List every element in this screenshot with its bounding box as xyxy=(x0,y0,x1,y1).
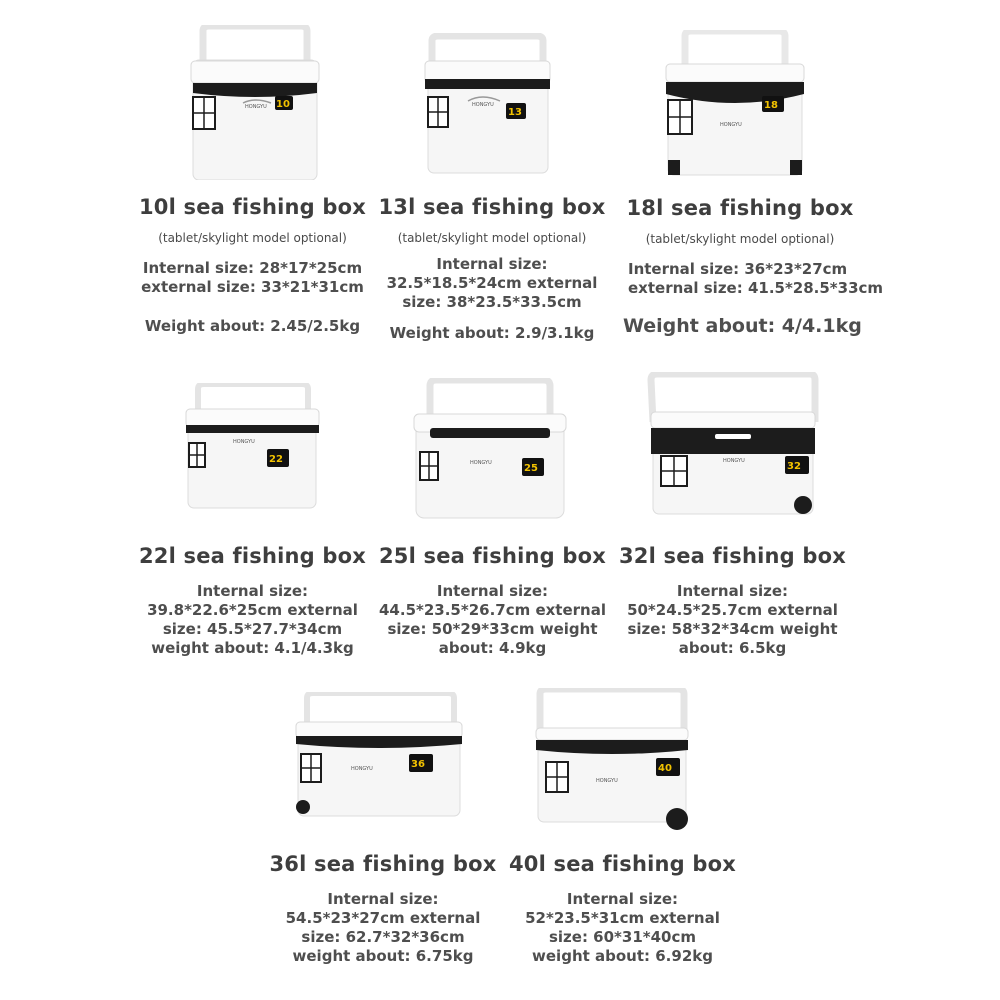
brand-logo: HONGYU xyxy=(472,102,494,108)
weight-spec: Weight about: 4/4.1kg xyxy=(623,315,862,337)
product-title: 32l sea fishing box xyxy=(618,544,847,568)
product-title: 22l sea fishing box xyxy=(138,544,367,568)
spec-line: 44.5*23.5*26.7cm external xyxy=(379,601,606,619)
spec-line: 54.5*23*27cm external xyxy=(285,909,481,927)
brand-logo: HONGYU xyxy=(351,766,373,772)
weight-spec: Weight about: 2.9/3.1kg xyxy=(389,324,595,342)
spec-line: size: 38*23.5*33.5cm xyxy=(402,293,582,311)
product-title: 18l sea fishing box xyxy=(626,196,854,220)
brand-logo: HONGYU xyxy=(245,104,267,110)
spec-line: external size: 33*21*31cm xyxy=(141,278,364,296)
weight-spec: Weight about: 2.45/2.5kg xyxy=(144,317,361,335)
spec-line: weight about: 6.92kg xyxy=(532,947,713,965)
spec-line: Internal size: xyxy=(327,890,439,908)
cooler-image xyxy=(420,33,555,178)
capacity-display: 36 xyxy=(411,759,425,770)
product-title: 10l sea fishing box xyxy=(138,195,367,219)
cooler-image xyxy=(645,372,820,517)
spec-line: weight about: 6.75kg xyxy=(292,947,474,965)
cooler-image xyxy=(185,25,325,180)
spec-line: about: 6.5kg xyxy=(678,639,787,657)
spec-line: Internal size: xyxy=(676,582,789,600)
capacity-display: 22 xyxy=(269,454,283,465)
spec-line: Internal size: 36*23*27cm xyxy=(628,260,848,278)
spec-line: 50*24.5*25.7cm external xyxy=(627,601,838,619)
spec-line: size: 45.5*27.7*34cm xyxy=(162,620,343,638)
spec-line: 52*23.5*31cm external xyxy=(525,909,720,927)
cooler-image xyxy=(660,30,810,180)
spec-line: Internal size: xyxy=(436,582,549,600)
spec-line: 32.5*18.5*24cm external xyxy=(386,274,598,292)
spec-line: Internal size: 28*17*25cm xyxy=(142,259,363,277)
size-spec xyxy=(615,582,850,658)
size-spec xyxy=(370,582,615,658)
spec-line: Internal size: xyxy=(436,255,548,273)
size-spec xyxy=(378,255,606,312)
spec-line: 39.8*22.6*25cm external xyxy=(147,601,358,619)
brand-logo: HONGYU xyxy=(720,122,742,128)
spec-line: Internal size: xyxy=(196,582,309,600)
capacity-display: 25 xyxy=(524,463,538,474)
size-spec xyxy=(505,890,740,966)
cooler-image xyxy=(183,383,323,513)
product-title: 13l sea fishing box xyxy=(378,195,606,219)
cooler-image xyxy=(410,378,570,523)
brand-logo: HONGYU xyxy=(233,439,255,445)
product-title: 25l sea fishing box xyxy=(378,544,607,568)
option-note: (tablet/skylight model optional) xyxy=(397,231,587,245)
spec-line: weight about: 4.1/4.3kg xyxy=(151,639,354,657)
cooler-image xyxy=(293,692,468,822)
spec-line: size: 62.7*32*36cm xyxy=(301,928,465,946)
option-note: (tablet/skylight model optional) xyxy=(645,232,835,246)
spec-line: Internal size: xyxy=(566,890,679,908)
brand-logo: HONGYU xyxy=(470,460,492,466)
brand-logo: HONGYU xyxy=(596,778,618,784)
size-spec xyxy=(130,259,375,297)
brand-logo: HONGYU xyxy=(723,458,745,464)
product-title: 36l sea fishing box xyxy=(269,852,497,876)
option-note: (tablet/skylight model optional) xyxy=(158,231,347,245)
spec-line: size: 50*29*33cm weight xyxy=(387,620,598,638)
spec-line: external size: 41.5*28.5*33cm xyxy=(628,279,884,297)
capacity-display: 40 xyxy=(658,763,672,774)
capacity-display: 32 xyxy=(787,461,801,472)
cooler-image xyxy=(532,688,692,833)
spec-line: about: 4.9kg xyxy=(438,639,547,657)
size-spec xyxy=(263,890,503,966)
capacity-display: 10 xyxy=(276,99,290,110)
capacity-display: 18 xyxy=(764,100,778,111)
spec-line: size: 58*32*34cm weight xyxy=(627,620,838,638)
size-spec xyxy=(615,260,884,298)
size-spec xyxy=(135,582,370,658)
spec-line: size: 60*31*40cm xyxy=(548,928,697,946)
capacity-display: 13 xyxy=(508,107,522,118)
product-title: 40l sea fishing box xyxy=(508,852,737,876)
